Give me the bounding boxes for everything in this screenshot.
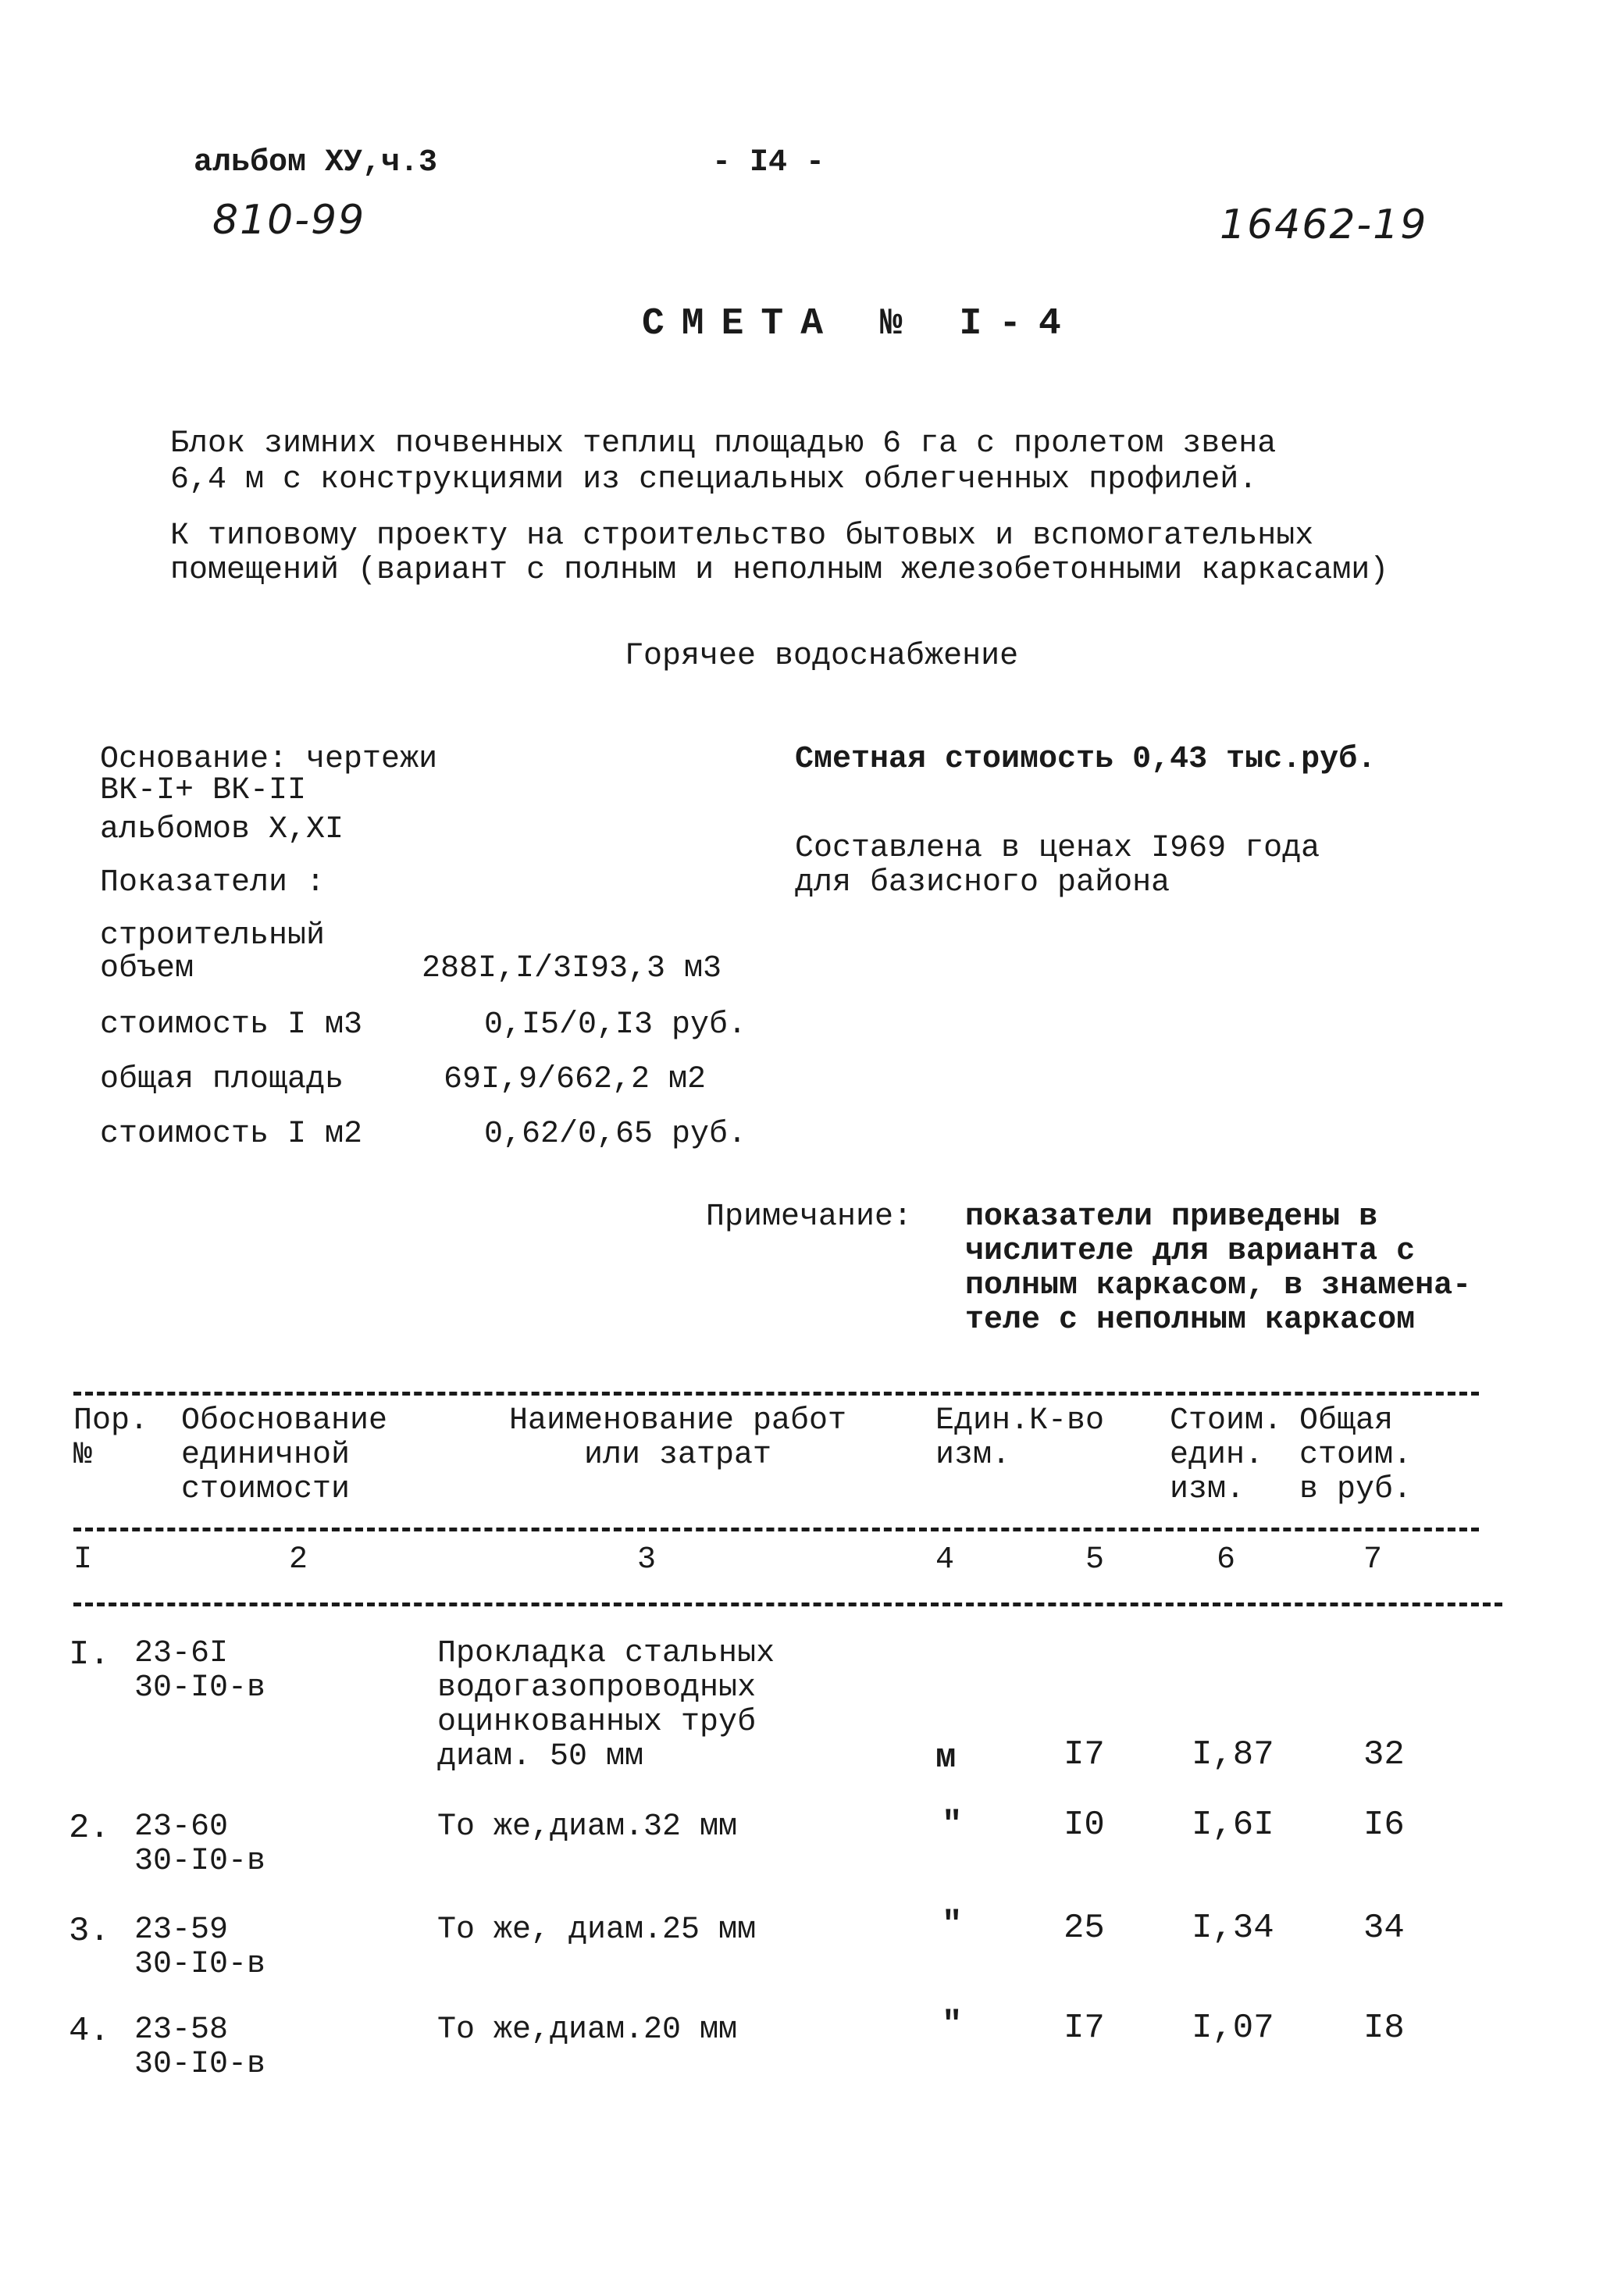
row-number: 4. (69, 2012, 110, 2051)
row-work-name: То же, диам.25 мм (437, 1913, 757, 1948)
column-number: 6 (1217, 1542, 1236, 1578)
header-total-cost: Общая стоим. в руб. (1299, 1403, 1413, 1507)
note-line-1: показатели приведены в (965, 1200, 1378, 1235)
row-total: 32 (1363, 1735, 1405, 1774)
document-title: СМЕТА № I-4 (642, 303, 1078, 345)
section-title: Горячее водоснабжение (625, 639, 1019, 674)
row-quantity: I7 (1064, 2009, 1105, 2048)
row-unit-price: I,6I (1192, 1806, 1274, 1845)
handwritten-note-right: 16462-19 (1220, 201, 1428, 248)
indicator-value: 288I,I/3I93,3 м3 (422, 951, 722, 986)
estimated-cost: Сметная стоимость 0,43 тыс.руб. (795, 742, 1377, 777)
row-work-name: То же,диам.20 мм (437, 2013, 738, 2048)
row-unit: " (942, 2005, 963, 2045)
description-line-4: помещений (вариант с полным и неполным железобетонными каркасами) (170, 553, 1389, 588)
row-number: I. (69, 1635, 110, 1674)
column-number: 3 (637, 1542, 657, 1578)
row-code: 23-6I 30-I0-в (134, 1636, 266, 1706)
indicator-label: объем (100, 951, 194, 986)
note-line-2: числителе для варианта с (965, 1234, 1416, 1269)
row-unit: м (935, 1738, 957, 1777)
header-quantity: К-во (1029, 1403, 1105, 1439)
basis-line-1: Основание: чертежи (100, 742, 438, 777)
row-unit: " (942, 1906, 963, 1945)
note-label: Примечание: (706, 1200, 913, 1235)
album-reference: альбом ХУ,ч.3 (194, 145, 438, 180)
row-unit-price: I,07 (1192, 2009, 1274, 2048)
header-work-name: Наименование работ или затрат (508, 1403, 847, 1473)
row-code: 23-58 30-I0-в (134, 2013, 266, 2082)
header-justification: Обоснование единичной стоимости (181, 1403, 388, 1507)
row-unit: " (942, 1806, 963, 1845)
basis-line-2: ВК-I+ ВК-II (100, 773, 307, 808)
header-unit: Един. изм. (935, 1403, 1030, 1473)
row-total: I6 (1363, 1806, 1405, 1845)
row-number: 3. (69, 1912, 110, 1951)
indicators-label: Показатели : (100, 865, 326, 900)
column-number: 5 (1085, 1542, 1105, 1578)
header-order-number: Пор. № (73, 1403, 149, 1473)
table-rule-numbers (73, 1603, 1502, 1606)
note-line-4: теле с неполным каркасом (965, 1303, 1416, 1338)
row-work-name: То же,диам.32 мм (437, 1809, 738, 1845)
row-work-name: Прокладка стальных водогазопроводных оцинкованных труб диам. 50 мм (437, 1636, 775, 1774)
handwritten-note-left: 810-99 (212, 197, 366, 244)
indicator-label: стоимость I м3 (100, 1007, 363, 1043)
indicator-label: стоимость I м2 (100, 1117, 363, 1152)
row-unit-price: I,34 (1192, 1909, 1274, 1948)
row-total: I8 (1363, 2009, 1405, 2048)
indicator-value: 69I,9/662,2 м2 (444, 1062, 707, 1097)
column-number: 2 (289, 1542, 308, 1578)
indicator-label: строительный (100, 918, 326, 954)
indicator-value: 0,I5/0,I3 руб. (484, 1007, 747, 1043)
description-line-2: 6,4 м с конструкциями из специальных облегченных профилей. (170, 462, 1258, 497)
note-line-3: полным каркасом, в знамена- (965, 1268, 1472, 1303)
table-rule-top (73, 1392, 1479, 1396)
column-number: I (73, 1542, 93, 1578)
column-number: 4 (935, 1542, 955, 1578)
row-number: 2. (69, 1809, 110, 1848)
column-number: 7 (1363, 1542, 1383, 1578)
row-code: 23-60 30-I0-в (134, 1809, 266, 1879)
page-number: - I4 - (712, 145, 825, 180)
row-quantity: 25 (1064, 1909, 1105, 1948)
table-rule-header (73, 1528, 1479, 1531)
row-quantity: I7 (1064, 1735, 1105, 1774)
prices-line-1: Составлена в ценах I969 года (795, 831, 1320, 866)
row-code: 23-59 30-I0-в (134, 1913, 266, 1982)
basis-line-3: альбомов X,XI (100, 812, 344, 847)
description-line-1: Блок зимних почвенных теплиц площадью 6 га с пролетом звена (170, 426, 1277, 462)
row-total: 34 (1363, 1909, 1405, 1948)
indicator-label: общая площадь (100, 1062, 344, 1097)
prices-line-2: для базисного района (795, 865, 1170, 900)
header-unit-cost: Стоим. един. изм. (1170, 1403, 1283, 1507)
indicator-value: 0,62/0,65 руб. (484, 1117, 747, 1152)
description-line-3: К типовому проекту на строительство бытовых и вспомогательных (170, 519, 1314, 554)
row-quantity: I0 (1064, 1806, 1105, 1845)
row-unit-price: I,87 (1192, 1735, 1274, 1774)
